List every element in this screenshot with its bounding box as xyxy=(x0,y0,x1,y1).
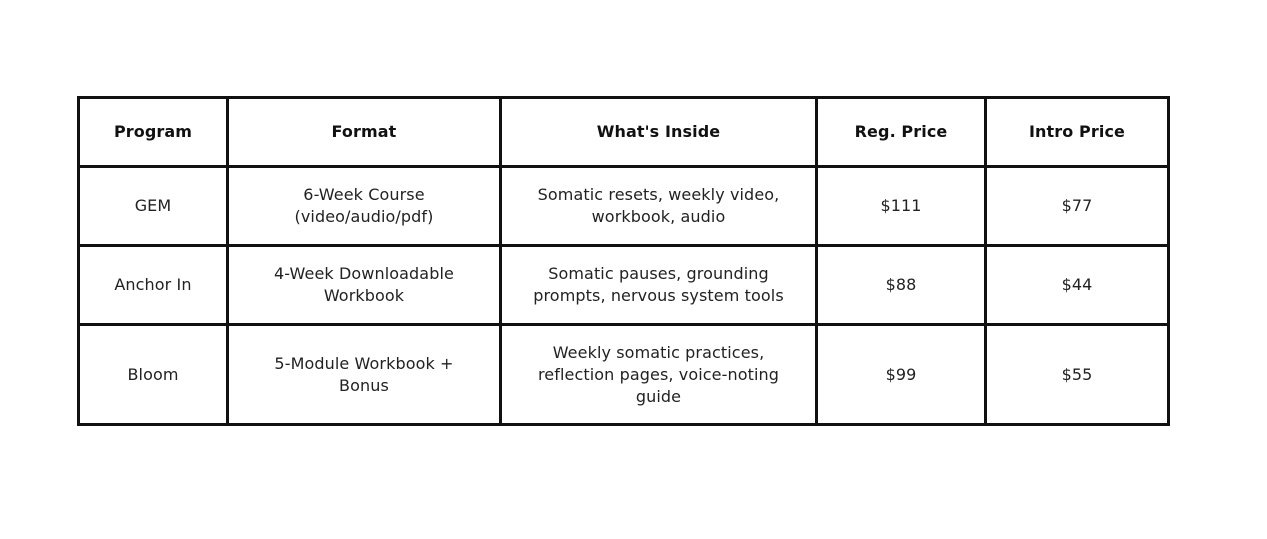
cell-program: Anchor In xyxy=(79,246,228,325)
cell-program: GEM xyxy=(79,167,228,246)
table-row xyxy=(79,246,1169,325)
pricing-table xyxy=(77,96,1170,426)
cell-whats-inside: Somatic resets, weekly video, workbook, audio xyxy=(501,167,817,246)
table-row xyxy=(79,167,1169,246)
header-reg-price: Reg. Price xyxy=(817,98,986,167)
header-format: Format xyxy=(228,98,501,167)
cell-reg-price: $88 xyxy=(817,246,986,325)
cell-intro-price: $55 xyxy=(986,325,1169,425)
table-row xyxy=(79,325,1169,425)
header-intro-price: Intro Price xyxy=(986,98,1169,167)
header-program: Program xyxy=(79,98,228,167)
cell-whats-inside: Weekly somatic practices, reflection pages, voice-noting guide xyxy=(501,325,817,425)
cell-whats-inside: Somatic pauses, grounding prompts, nervous system tools xyxy=(501,246,817,325)
cell-format: 6-Week Course (video/audio/pdf) xyxy=(228,167,501,246)
header-whats-inside: What's Inside xyxy=(501,98,817,167)
cell-intro-price: $44 xyxy=(986,246,1169,325)
cell-program: Bloom xyxy=(79,325,228,425)
cell-format: 5-Module Workbook + Bonus xyxy=(228,325,501,425)
cell-reg-price: $111 xyxy=(817,167,986,246)
cell-format: 4-Week Downloadable Workbook xyxy=(228,246,501,325)
table-header-row xyxy=(79,98,1169,167)
cell-reg-price: $99 xyxy=(817,325,986,425)
cell-intro-price: $77 xyxy=(986,167,1169,246)
